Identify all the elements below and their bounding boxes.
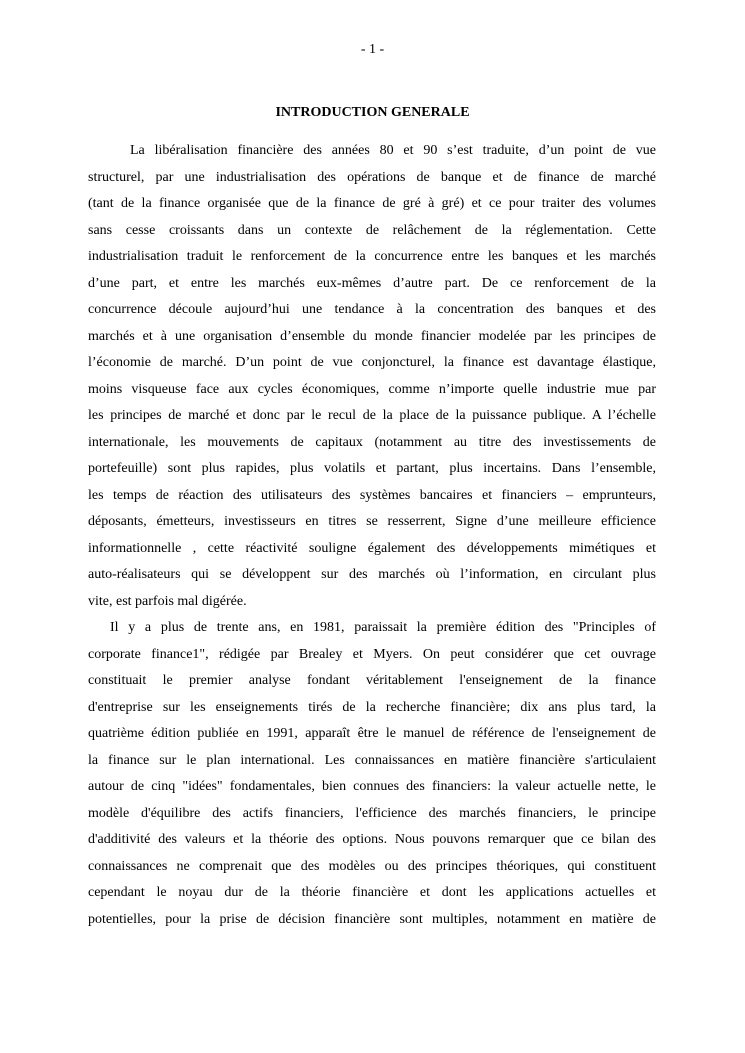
paragraph-2 bbox=[88, 615, 656, 933]
text-line: concurrence découle aujourd’hui une tendance à la concentration des banques et des bbox=[88, 302, 656, 317]
text-line: moins visqueuse face aux cycles économiques, comme n’importe quelle industrie mue par bbox=[88, 381, 656, 397]
page-number: - 1 - bbox=[360, 42, 385, 57]
text-line: cependant le noyau dur de la théorie financière et dont les applications actuelles et bbox=[88, 885, 656, 900]
text-line: déposants, émetteurs, investisseurs en titres se resserrent, Signe d’une meilleure efficience bbox=[88, 514, 656, 529]
text-line: informationnelle , cette réactivité souligne également des développements mimétiques et bbox=[88, 540, 656, 556]
text-line: d’une part, et entre les marchés eux-mêmes d’autre part. De ce renforcement de la bbox=[88, 275, 656, 291]
text-line: quatrième édition publiée en 1991, apparaît être le manuel de référence de l'enseignement de bbox=[88, 726, 656, 741]
text-line: d'entreprise sur les enseignements tirés de la recherche financière; dix ans plus tard, la bbox=[88, 699, 656, 715]
text-line: les temps de réaction des utilisateurs des systèmes bancaires et financiers – emprunteurs, bbox=[88, 487, 656, 503]
paragraph-1 bbox=[88, 138, 656, 615]
text-line: structurel, par une industrialisation des opérations de banque et de finance de marché bbox=[88, 169, 656, 185]
text-line: Il y a plus de trente ans, en 1981, paraissait la première édition des "Principles of bbox=[110, 620, 656, 635]
text-line: l’économie de marché. D’un point de vue conjoncturel, la finance est davantage élastique, bbox=[88, 355, 656, 370]
text-line: vite, est parfois mal digérée. bbox=[88, 593, 247, 609]
text-line: connaissances ne comprenait que des modèles ou des principes théoriques, qui constituent bbox=[88, 858, 656, 874]
text-line: La libéralisation financière des années 80 et 90 s’est traduite, d’un point de vue bbox=[130, 143, 656, 158]
text-line: industrialisation traduit le renforcement de la concurrence entre les banques et les marchés bbox=[88, 249, 656, 264]
text-line: internationale, les mouvements de capitaux (notamment au titre des investissements de bbox=[88, 434, 656, 450]
text-line: marchés et à une organisation d’ensemble du monde financier modelée par les principes de bbox=[88, 328, 656, 344]
text-line: d'additivité des valeurs et la théorie des options. Nous pouvons remarquer que ce bilan des bbox=[88, 832, 656, 847]
text-line: autour de cinq "idées" fondamentales, bien connues des financiers: la valeur actuelle nette, le bbox=[88, 779, 656, 794]
text-line: sans cesse croissants dans un contexte de relâchement de la réglementation. Cette bbox=[88, 222, 656, 238]
text-line: les principes de marché et donc par le recul de la place de la puissance publique. A l’échelle bbox=[88, 408, 656, 423]
text-line: corporate finance1", rédigée par Brealey et Myers. On peut considérer que cet ouvrage bbox=[88, 646, 656, 662]
text-line: potentielles, pour la prise de décision financière sont multiples, notamment en matière de bbox=[88, 911, 656, 927]
text-line: modèle d'équilibre des actifs financiers, l'efficience des marchés financiers, le principe bbox=[88, 805, 656, 821]
text-line: auto-réalisateurs qui se développent sur des marchés où l’information, en circulant plus bbox=[88, 567, 656, 582]
text-line: portefeuille) sont plus rapides, plus volatils et partant, plus incertains. Dans l’ensemble, bbox=[88, 461, 656, 476]
text-line: (tant de la finance organisée que de la finance de gré à gré) et ce pour traiter des volumes bbox=[88, 196, 656, 211]
page-title: INTRODUCTION GENERALE bbox=[275, 105, 470, 120]
text-line: constituait le premier analyse fondant véritablement l'enseignement de la finance bbox=[88, 673, 656, 688]
text-line: la finance sur le plan international. Les connaissances en matière financière s'articulaient bbox=[88, 752, 656, 768]
